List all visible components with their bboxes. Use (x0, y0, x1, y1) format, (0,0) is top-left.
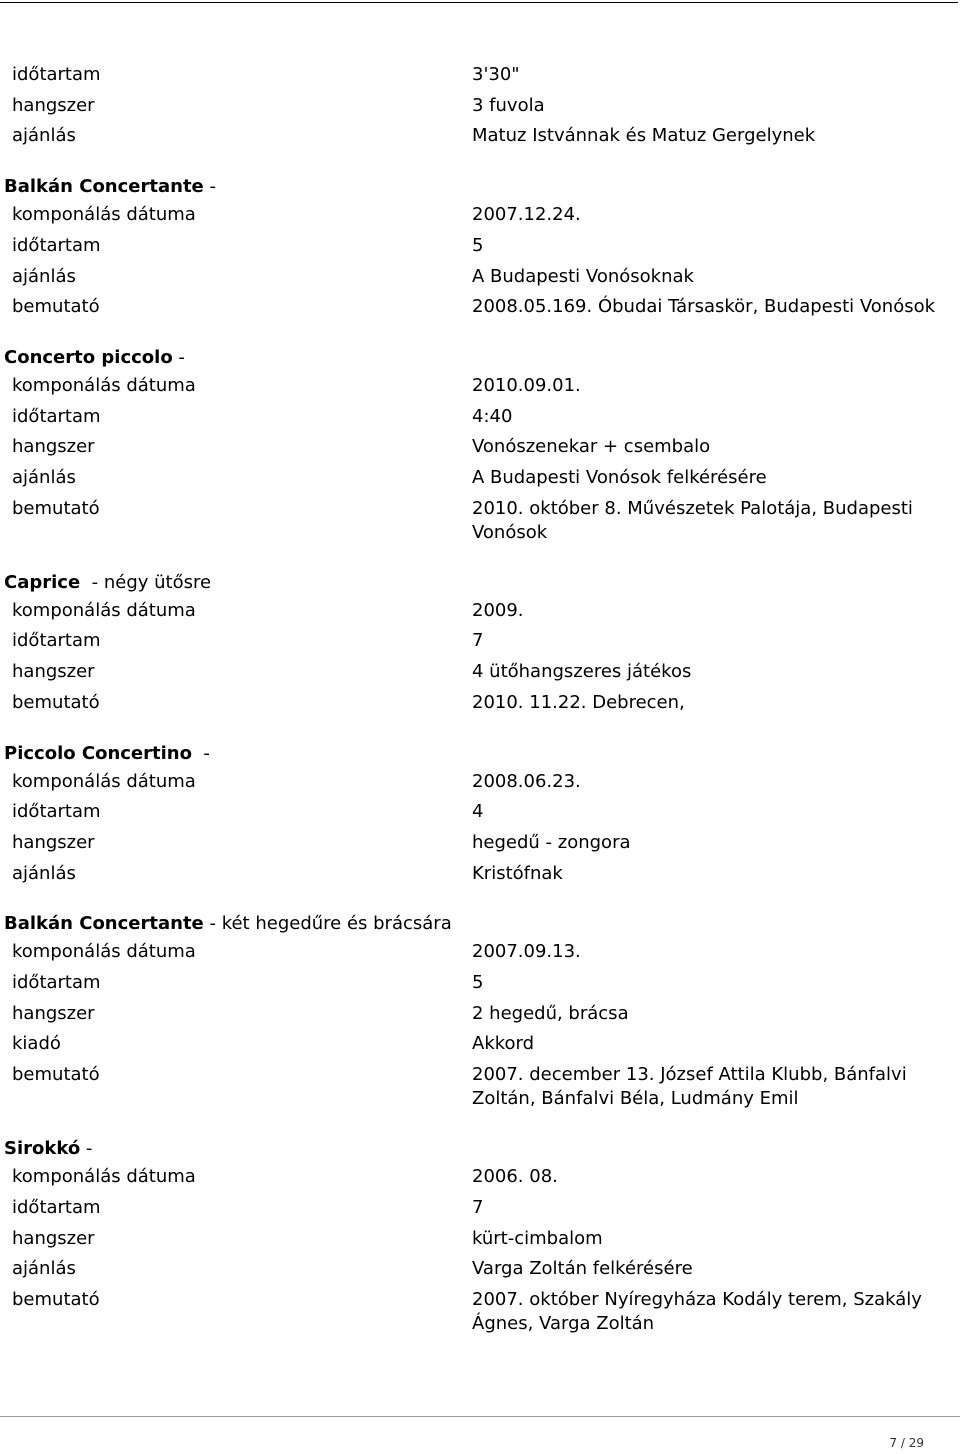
detail-row (0, 262, 960, 293)
detail-label: ajánlás (12, 862, 76, 884)
detail-label: komponálás dátuma (12, 204, 196, 226)
detail-label: bemutató (12, 691, 100, 713)
detail-row (0, 200, 960, 231)
detail-row (0, 797, 960, 828)
detail-value: Akkord (472, 1033, 535, 1055)
detail-label: hangszer (12, 436, 95, 458)
detail-label: kiadó (12, 1033, 61, 1055)
detail-value: 2007.09.13. (472, 941, 581, 963)
detail-row (0, 999, 960, 1030)
detail-row (0, 1193, 960, 1224)
work-title: Piccolo Concertino (4, 742, 192, 764)
detail-row (0, 688, 960, 719)
detail-value: Vonószenekar + csembalo (472, 436, 711, 458)
detail-row (0, 626, 960, 657)
work-subtitle: - (172, 346, 191, 368)
detail-label: időtartam (12, 234, 101, 256)
work-entry (0, 911, 960, 1114)
detail-row (0, 432, 960, 463)
detail-row (0, 1162, 960, 1193)
detail-value: hegedű - zongora (472, 831, 631, 853)
detail-value: 2010. október 8. Művészetek Palotája, Budapesti Vonósok (472, 497, 913, 543)
detail-row (0, 371, 960, 402)
detail-row (0, 292, 960, 323)
detail-value: 2010. 11.22. Debrecen, (472, 691, 685, 713)
detail-value: 2 hegedű, brácsa (472, 1002, 629, 1024)
work-title-line (0, 174, 960, 200)
work-title: Concerto piccolo (4, 346, 173, 368)
detail-label: ajánlás (12, 467, 76, 489)
detail-value: 4:40 (472, 405, 513, 427)
detail-label: bemutató (12, 1064, 100, 1086)
work-title-line (0, 741, 960, 767)
detail-row (0, 1285, 960, 1339)
detail-row (0, 767, 960, 798)
detail-label: időtartam (12, 64, 101, 85)
detail-label: hangszer (12, 831, 95, 853)
detail-row (0, 1254, 960, 1285)
detail-value: 5 (472, 972, 484, 994)
detail-row (0, 494, 960, 548)
detail-row (0, 596, 960, 627)
work-title: Balkán Concertante (4, 176, 204, 198)
detail-row (0, 968, 960, 999)
detail-label: hangszer (12, 94, 95, 116)
detail-row (0, 60, 960, 91)
detail-label: komponálás dátuma (12, 770, 196, 792)
detail-row (0, 231, 960, 262)
detail-value: Kristófnak (472, 862, 563, 884)
detail-label: hangszer (12, 1227, 95, 1249)
work-subtitle: - (191, 742, 216, 764)
detail-value: A Budapesti Vonósok felkérésére (472, 467, 767, 489)
work-title: Caprice (4, 571, 81, 593)
work-subtitle: - (203, 176, 222, 198)
detail-value: 5 (472, 234, 484, 256)
detail-value: 7 (472, 630, 484, 652)
work-title-line (0, 345, 960, 371)
detail-value: Matuz Istvánnak és Matuz Gergelynek (472, 125, 816, 147)
detail-value: 2008.05.169. Óbudai Társaskör, Budapesti Vonósok (472, 296, 936, 318)
detail-value: 4 (472, 801, 484, 823)
detail-row (0, 1224, 960, 1255)
work-list (0, 60, 960, 1361)
detail-value: 2008.06.23. (472, 770, 581, 792)
work-title: Sirokkó (4, 1138, 81, 1160)
work-entry (0, 174, 960, 323)
detail-label: komponálás dátuma (12, 1166, 196, 1188)
detail-value: 2006. 08. (472, 1166, 558, 1188)
detail-row (0, 463, 960, 494)
work-entry (0, 741, 960, 890)
detail-row (0, 937, 960, 968)
work-subtitle: - két hegedűre és brácsára (203, 913, 452, 935)
detail-value: 2007.12.24. (472, 204, 581, 226)
detail-value: A Budapesti Vonósoknak (472, 265, 694, 287)
detail-row (0, 657, 960, 688)
detail-label: bemutató (12, 497, 100, 519)
detail-label: időtartam (12, 1196, 101, 1218)
detail-value: 2007. október Nyíregyháza Kodály terem, Szakály Ágnes, Varga Zoltán (472, 1288, 922, 1334)
footer-rule (0, 1416, 960, 1417)
work-entry (0, 60, 960, 152)
detail-value: 2007. december 13. József Attila Klubb, Bánfalvi Zoltán, Bánfalvi Béla, Ludmány Emil (472, 1064, 907, 1110)
detail-value: 3'30" (472, 64, 520, 85)
detail-value: 4 ütőhangszeres játékos (472, 661, 692, 683)
detail-value: 2009. (472, 599, 524, 621)
detail-value: 7 (472, 1196, 484, 1218)
detail-value: 3 fuvola (472, 94, 545, 116)
work-entry (0, 345, 960, 548)
work-entry (0, 570, 960, 719)
detail-row (0, 1060, 960, 1114)
detail-label: komponálás dátuma (12, 941, 196, 963)
detail-value: 2010.09.01. (472, 374, 581, 396)
detail-value: kürt-cimbalom (472, 1227, 603, 1249)
detail-label: időtartam (12, 630, 101, 652)
detail-label: hangszer (12, 661, 95, 683)
detail-label: komponálás dátuma (12, 374, 196, 396)
detail-label: ajánlás (12, 1258, 76, 1280)
work-subtitle: - (80, 1138, 99, 1160)
detail-label: időtartam (12, 801, 101, 823)
detail-row (0, 859, 960, 890)
work-title-line (0, 1136, 960, 1162)
work-title-line (0, 570, 960, 596)
work-title-line (0, 911, 960, 937)
detail-row (0, 1029, 960, 1060)
detail-label: időtartam (12, 972, 101, 994)
detail-row (0, 402, 960, 433)
detail-row (0, 91, 960, 122)
work-entry (0, 1136, 960, 1339)
detail-row (0, 828, 960, 859)
detail-value: Varga Zoltán felkérésére (472, 1258, 693, 1280)
work-title: Balkán Concertante (4, 913, 204, 935)
detail-label: hangszer (12, 1002, 95, 1024)
page-number: 7 / 29 (889, 1436, 924, 1450)
detail-row (0, 121, 960, 152)
detail-label: időtartam (12, 405, 101, 427)
detail-label: komponálás dátuma (12, 599, 196, 621)
detail-label: bemutató (12, 296, 100, 318)
detail-label: bemutató (12, 1288, 100, 1310)
detail-label: ajánlás (12, 125, 76, 147)
work-subtitle: - négy ütősre (80, 571, 212, 593)
detail-label: ajánlás (12, 265, 76, 287)
top-rule (0, 2, 958, 3)
